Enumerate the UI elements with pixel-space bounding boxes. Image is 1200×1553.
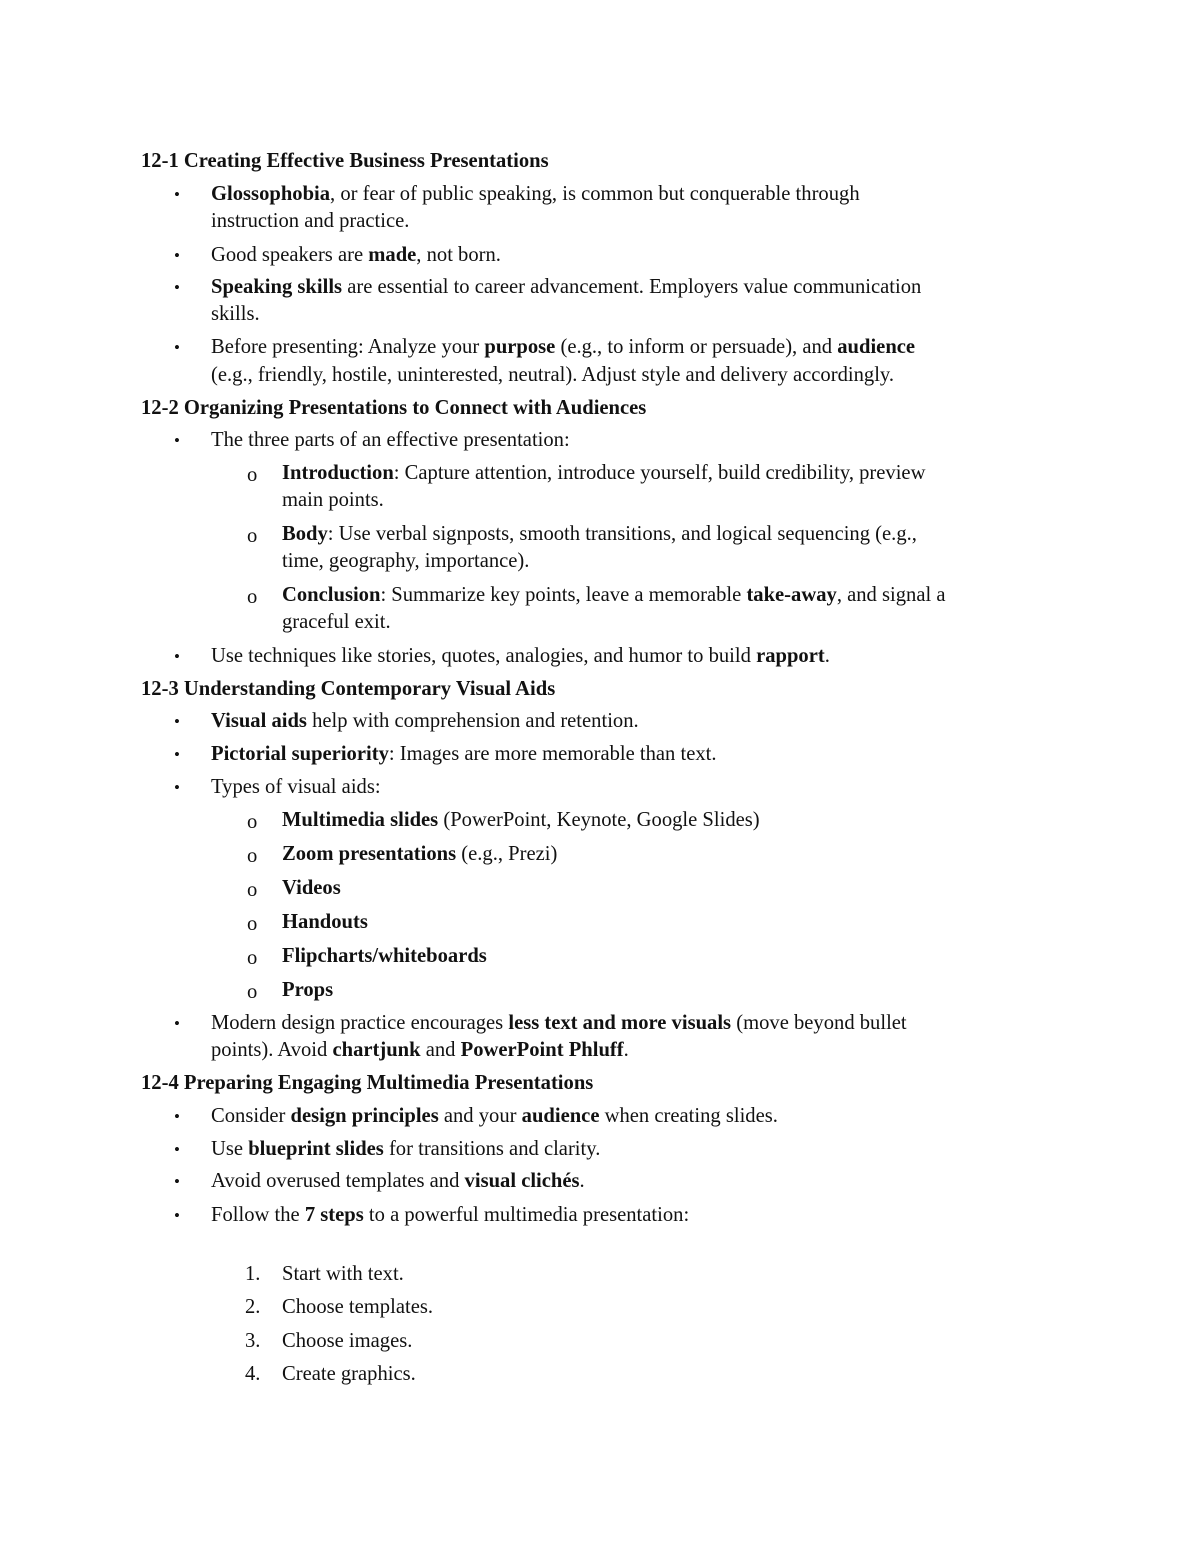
bullet-marker: •	[174, 1140, 180, 1159]
sub-list-item: Zoom presentations (e.g., Prezi)	[282, 843, 558, 865]
step-item: Choose images.	[282, 1330, 413, 1352]
sub-list-item: Handouts	[282, 911, 368, 933]
step-item: Start with text.	[282, 1263, 404, 1285]
step-item: Choose templates.	[282, 1296, 433, 1318]
bullet-marker: •	[174, 712, 180, 731]
list-item: Consider design principles and your audience when creating slides.	[211, 1105, 778, 1127]
sub-bullet-marker: o	[247, 464, 258, 486]
bullet-marker: •	[174, 1107, 180, 1126]
sub-list-item: Conclusion: Summarize key points, leave a memorable take-away, and signal a	[282, 584, 946, 606]
bullet-marker: •	[174, 246, 180, 265]
sub-list-item-continuation: graceful exit.	[282, 611, 391, 633]
list-item: Avoid overused templates and visual clichés.	[211, 1170, 585, 1192]
step-number: 2.	[245, 1296, 261, 1318]
sub-bullet-marker: o	[247, 525, 258, 547]
step-item: Create graphics.	[282, 1363, 416, 1385]
step-number: 4.	[245, 1363, 261, 1385]
list-item: Good speakers are made, not born.	[211, 244, 501, 266]
bullet-marker: •	[174, 431, 180, 450]
sub-list-item: Flipcharts/whiteboards	[282, 945, 487, 967]
bullet-marker: •	[174, 1172, 180, 1191]
list-item-continuation: skills.	[211, 303, 260, 325]
sub-list-item-continuation: main points.	[282, 489, 384, 511]
bullet-marker: •	[174, 278, 180, 297]
sub-list-item-continuation: time, geography, importance).	[282, 550, 530, 572]
bullet-marker: •	[174, 338, 180, 357]
sub-bullet-marker: o	[247, 947, 258, 969]
sub-bullet-marker: o	[247, 586, 258, 608]
list-item: Visual aids help with comprehension and retention.	[211, 710, 639, 732]
list-item: Use blueprint slides for transitions and clarity.	[211, 1138, 601, 1160]
list-item-continuation: (e.g., friendly, hostile, uninterested, neutral). Adjust style and delivery accordingly.	[211, 364, 895, 386]
section-heading: 12-1 Creating Effective Business Presentations	[141, 150, 549, 172]
bullet-marker: •	[174, 778, 180, 797]
section-heading: 12-3 Understanding Contemporary Visual Aids	[141, 678, 556, 700]
list-item: Use techniques like stories, quotes, analogies, and humor to build rapport.	[211, 645, 830, 667]
list-item: Glossophobia, or fear of public speaking, is common but conquerable through	[211, 183, 860, 205]
sub-list-item: Multimedia slides (PowerPoint, Keynote, Google Slides)	[282, 809, 760, 831]
section-heading: 12-4 Preparing Engaging Multimedia Presentations	[141, 1072, 594, 1094]
list-item: Speaking skills are essential to career advancement. Employers value communication	[211, 276, 922, 298]
step-number: 3.	[245, 1330, 261, 1352]
sub-bullet-marker: o	[247, 981, 258, 1003]
sub-list-item: Body: Use verbal signposts, smooth transitions, and logical sequencing (e.g.,	[282, 523, 917, 545]
section-heading: 12-2 Organizing Presentations to Connect with Audiences	[141, 397, 647, 419]
bullet-marker: •	[174, 185, 180, 204]
sub-list-item: Introduction: Capture attention, introduce yourself, build credibility, preview	[282, 462, 926, 484]
bullet-marker: •	[174, 647, 180, 666]
list-item: Before presenting: Analyze your purpose (e.g., to inform or persuade), and audience	[211, 336, 916, 358]
list-item-continuation: points). Avoid chartjunk and PowerPoint Phluff.	[211, 1039, 629, 1061]
list-item: Modern design practice encourages less text and more visuals (move beyond bullet	[211, 1012, 907, 1034]
bullet-marker: •	[174, 745, 180, 764]
sub-bullet-marker: o	[247, 845, 258, 867]
sub-list-item: Props	[282, 979, 334, 1001]
bullet-marker: •	[174, 1206, 180, 1225]
sub-bullet-marker: o	[247, 879, 258, 901]
list-item: Follow the 7 steps to a powerful multimedia presentation:	[211, 1204, 690, 1226]
list-item: Pictorial superiority: Images are more memorable than text.	[211, 743, 717, 765]
step-number: 1.	[245, 1263, 261, 1285]
list-item: Types of visual aids:	[211, 776, 381, 798]
sub-bullet-marker: o	[247, 811, 258, 833]
bullet-marker: •	[174, 1014, 180, 1033]
list-item: The three parts of an effective presentation:	[211, 429, 570, 451]
sub-bullet-marker: o	[247, 913, 258, 935]
list-item-continuation: instruction and practice.	[211, 210, 410, 232]
sub-list-item: Videos	[282, 877, 341, 899]
